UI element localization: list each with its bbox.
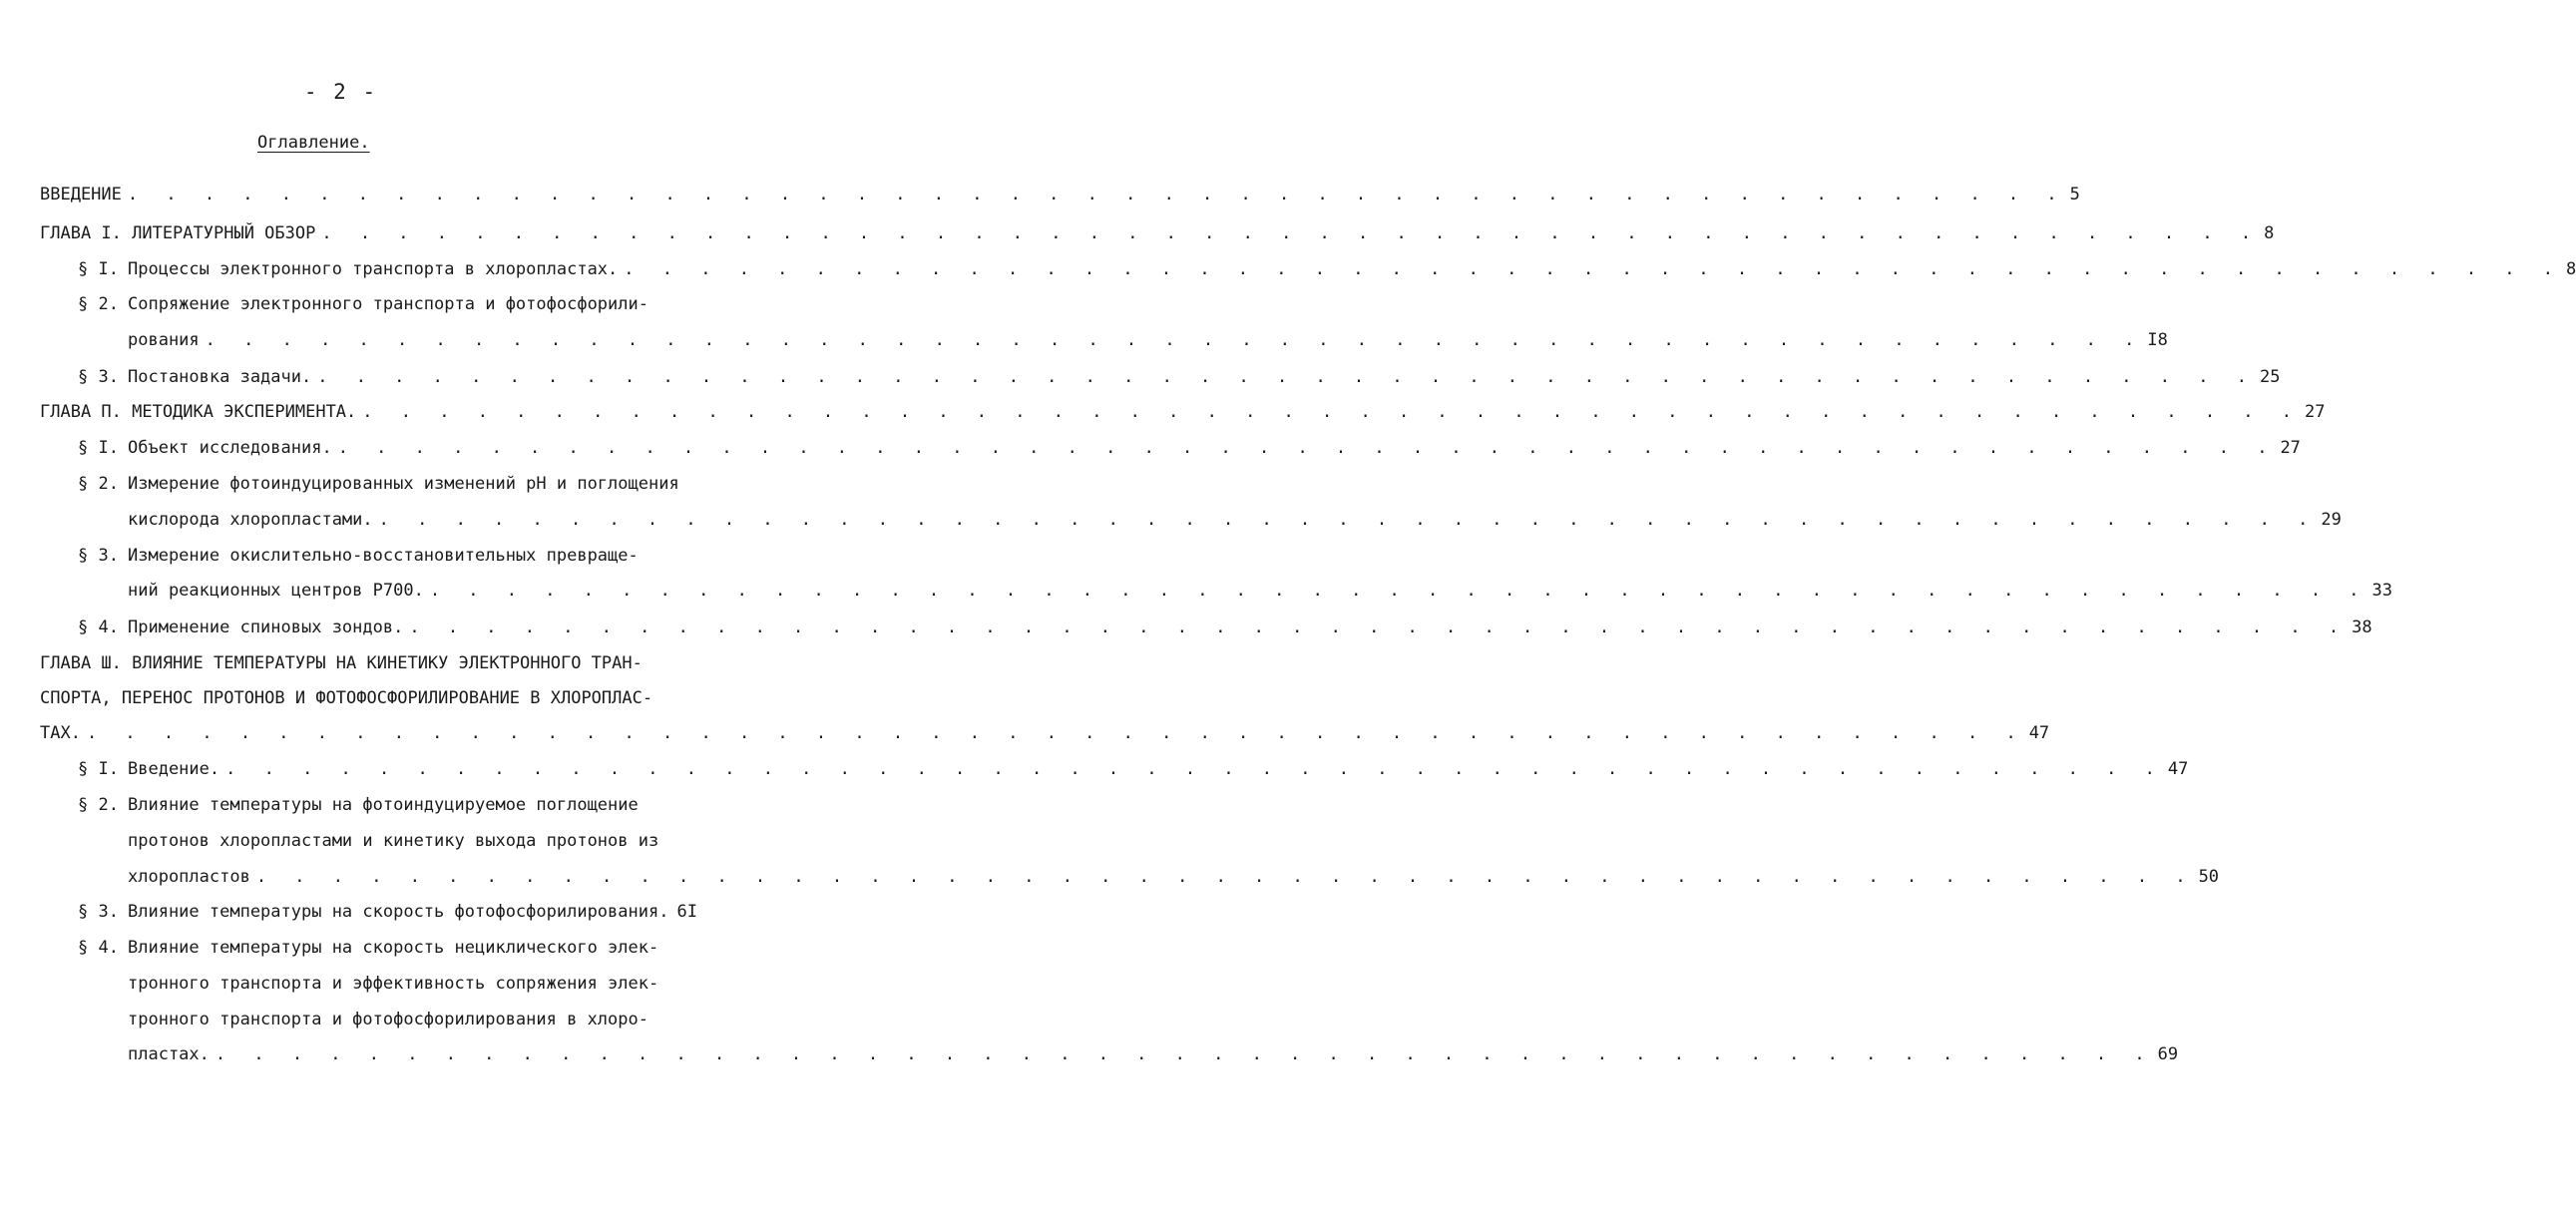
toc-entry-1-2 bbox=[128, 328, 2168, 352]
leader-dots: . . . . . . . . . . . . . . . . . . . . . . . . . . . . . . . . . . . . . . . . . . . . . . . . . . . bbox=[378, 510, 2318, 530]
toc-entry-text-cont: ТАХ. bbox=[40, 723, 81, 743]
toc-entry-text: Влияние температуры на фотоиндуцируемое поглощение bbox=[128, 795, 639, 815]
toc-title: Оглавление. bbox=[257, 133, 370, 153]
toc-page-number: I8 bbox=[2147, 330, 2168, 350]
toc-entry-chapter-3 bbox=[40, 721, 2050, 745]
toc-entry-text: Постановка задачи. bbox=[128, 367, 312, 387]
toc-page-number: 27 bbox=[2280, 438, 2301, 458]
toc-entry-text-cont: СПОРТА, ПЕРЕНОС ПРОТОНОВ И ФОТОФОСФОРИЛИРОВАНИЕ В ХЛОРОПЛАС- bbox=[40, 688, 653, 708]
toc-page-number: 8 bbox=[2566, 259, 2576, 279]
section-marker: § I. bbox=[78, 438, 119, 458]
toc-page-number: 25 bbox=[2259, 367, 2281, 387]
leader-dots: . . . . . . . . . . . . . . . . . . . . . . . . . . . . . . . . . . . . . . . . . . . . . . . . . . . bbox=[205, 330, 2144, 350]
leader-dots: . . . . . . . . . . . . . . . . . . . . . . . . . . . . . . . . . . . . . . . . . . . . . . . . . . . bbox=[225, 759, 2164, 779]
leader-dots: . . . . . . . . . . . . . . . . . . . . . . . . . . . . . . . . . . . . . . . . . . . . . . . . . . . bbox=[321, 223, 2261, 243]
toc-entry-text: ГЛАВА Ш. ВЛИЯНИЕ ТЕМПЕРАТУРЫ НА КИНЕТИКУ ЭЛЕКТРОННОГО ТРАН- bbox=[40, 653, 643, 673]
section-marker: § 3. bbox=[78, 546, 119, 566]
toc-entry-text: Влияние температуры на скорость нециклического элек- bbox=[128, 938, 659, 958]
toc-entry-2-3 bbox=[128, 579, 2393, 603]
toc-entry-3-4 bbox=[128, 1042, 2179, 1066]
toc-entry-chapter-1 bbox=[40, 221, 2275, 245]
toc-page-number: 47 bbox=[2028, 723, 2050, 743]
toc-page-number: 47 bbox=[2167, 759, 2189, 779]
section-marker: § I. bbox=[78, 759, 119, 779]
leader-dots: . . . . . . . . . . . . . . . . . . . . . . . . . . . . . . . . . . . . . . . . . . . . . . . . . . . bbox=[337, 438, 2277, 458]
toc-entry-text: Объект исследования. bbox=[128, 438, 332, 458]
toc-entry-text-cont: тронного транспорта и эффективность сопряжения элек- bbox=[128, 974, 659, 994]
section-marker: § 4. bbox=[78, 617, 119, 637]
toc-entry-text: ВВЕДЕНИЕ bbox=[40, 185, 122, 205]
toc-entry-text-cont: кислорода хлоропластами. bbox=[128, 510, 373, 530]
leader-dots: . . . . . . . . . . . . . . . . . . . . . . . . . . . . . . . . . . . . . . . . . . . . . . . . . . . bbox=[215, 1044, 2154, 1064]
section-marker: § 2. bbox=[78, 294, 119, 314]
toc-entry-text: ГЛАВА П. МЕТОДИКА ЭКСПЕРИМЕНТА. bbox=[40, 402, 357, 422]
toc-entry-text: ГЛАВА I. ЛИТЕРАТУРНЫЙ ОБЗОР bbox=[40, 223, 316, 243]
leader-dots: . . . . . . . . . . . . . . . . . . . . . . . . . . . . . . . . . . . . . . . . . . . . . . . . . . . bbox=[362, 402, 2302, 422]
toc-entry-text: Применение спиновых зондов. bbox=[128, 617, 404, 637]
section-marker: § I. bbox=[78, 259, 119, 279]
leader-dots: . . . . . . . . . . . . . . . . . . . . . . . . . . . . . . . . . . . . . . . . . . . . . . . . . . . bbox=[127, 185, 2066, 205]
toc-entry-text: Процессы электронного транспорта в хлоропластах. bbox=[128, 259, 619, 279]
toc-entry-text: Измерение фотоиндуцированных изменений pH и поглощения bbox=[128, 474, 679, 494]
section-marker: § 4. bbox=[78, 938, 119, 958]
toc-page-number: 8 bbox=[2264, 223, 2275, 243]
toc-page-number: 38 bbox=[2352, 617, 2372, 637]
section-marker: § 3. bbox=[78, 902, 119, 922]
toc-page-number: 33 bbox=[2371, 581, 2393, 601]
toc-entry-3-2 bbox=[128, 865, 2220, 889]
toc-page-number: 27 bbox=[2305, 402, 2326, 422]
section-marker: § 3. bbox=[78, 367, 119, 387]
toc-entry-chapter-2 bbox=[40, 400, 2326, 424]
toc-page-number: 69 bbox=[2157, 1044, 2179, 1064]
toc-entry-2-2 bbox=[128, 508, 2342, 532]
toc-entry-text: Введение. bbox=[128, 759, 220, 779]
toc-entry-introduction bbox=[40, 183, 2080, 206]
toc-entry-text: Измерение окислительно-восстановительных превраще- bbox=[128, 546, 639, 566]
toc-entry-text-cont: пластах. bbox=[128, 1044, 210, 1064]
toc-entry-1-1 bbox=[128, 257, 2576, 281]
toc-entry-2-4 bbox=[128, 616, 2372, 639]
leader-dots: . . . . . . . . . . . . . . . . . . . . . . . . . . . . . . . . . . . . . . . . . . . . . . . . . . . bbox=[317, 367, 2256, 387]
toc-entry-2-1 bbox=[128, 436, 2301, 460]
leader-dots: . . . . . . . . . . . . . . . . . . . . . . . . . . . . . . . . . . . . . . . . . . . . . . . . . . . bbox=[429, 581, 2368, 601]
leader-dots: . . . . . . . . . . . . . . . . . . . . . . . . . . . . . . . . . . . . . . . . . . . . . . . . . . . bbox=[255, 867, 2195, 887]
toc-entry-text-cont: рования bbox=[128, 330, 200, 350]
section-marker: § 2. bbox=[78, 474, 119, 494]
leader-dots: . . . . . . . . . . . . . . . . . . . . . . . . . . . . . . . . . . . . . . . . . . . . . . . . . . . bbox=[624, 259, 2563, 279]
page-number: - 2 - bbox=[303, 80, 378, 104]
toc-page-number: 50 bbox=[2198, 867, 2220, 887]
leader-dots: . . . . . . . . . . . . . . . . . . . . . . . . . . . . . . . . . . . . . . . . . . . . . . . . . . . bbox=[409, 617, 2349, 637]
toc-entry-3-1 bbox=[128, 757, 2189, 781]
leader-dots: . . . . . . . . . . . . . . . . . . . . . . . . . . . . . . . . . . . . . . . . . . . . . . . . . . . bbox=[86, 723, 2025, 743]
toc-entry-text: Сопряжение электронного транспорта и фотофосфорили- bbox=[128, 294, 648, 314]
toc-entry-text-cont: ний реакционных центров P700. bbox=[128, 581, 424, 601]
section-marker: § 2. bbox=[78, 795, 119, 815]
toc-entry-3-3 bbox=[128, 900, 736, 924]
toc-entry-text-cont: тронного транспорта и фотофосфорилирования в хлоро- bbox=[128, 1010, 648, 1029]
toc-entry-text-cont: хлоропластов bbox=[128, 867, 250, 887]
toc-entry-text: Влияние температуры на скорость фотофосфорилирования. bbox=[128, 902, 669, 922]
toc-page-number: 5 bbox=[2069, 185, 2080, 205]
toc-entry-text-cont: протонов хлоропластами и кинетику выхода протонов из bbox=[128, 831, 659, 851]
toc-page-number: 29 bbox=[2321, 510, 2342, 530]
toc-page-number: 6I bbox=[676, 902, 697, 922]
toc-entry-1-3 bbox=[128, 365, 2281, 389]
